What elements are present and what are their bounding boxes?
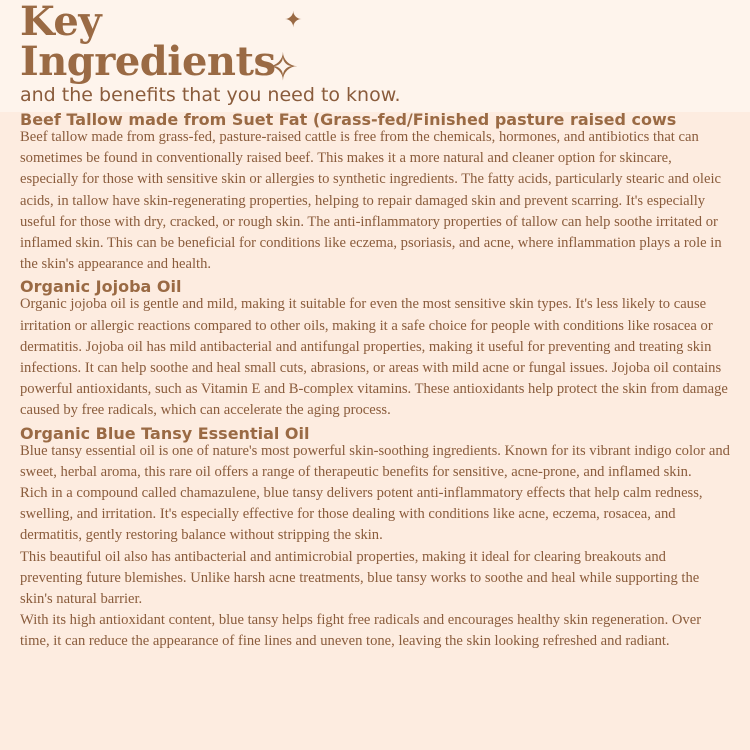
title-line-2: Ingredients: [20, 38, 276, 85]
ingredient-section-jojoba-oil: [20, 279, 732, 421]
sparkle-large-icon: ✧: [267, 45, 299, 89]
section-paragraph: Blue tansy essential oil is one of nature's most powerful skin-soothing ingredients. Known for its vibrant indigo color and sweet, herbal aroma, this rare oil offers a range of therapeutic benefits for sensitive, acne-prone, and inflamed skin.: [20, 442, 730, 480]
section-heading: Organic Jojoba Oil: [20, 277, 182, 297]
section-paragraph: Organic jojoba oil is gentle and mild, making it suitable for even the most sensitive skin types. It's less likely to cause irritation or allergic reactions compared to other oils, making it a safe choice for people with conditions like rosacea or dermatitis. Jojoba oil has mild antibacterial and antifungal properties, making it useful for preventing and treating skin infections. It can help soothe and heal small cuts, abrasions, or areas with mild acne or fungal issues. Jojoba oil contains powerful antioxidants, such as Vitamin E and B-complex vitamins. These antioxidants help protect the skin from damage caused by free radicals, which can accelerate the aging process.: [20, 296, 728, 419]
page-subtitle: and the benefits that you need to know.: [20, 84, 401, 106]
title-line-1: Key: [20, 0, 102, 45]
section-paragraph: Beef tallow made from grass-fed, pasture-raised cattle is free from the chemicals, hormones, and antibiotics that can sometimes be found in conventionally raised beef. This makes it a more natural and cleaner option for skincare, especially for those with sensitive skin or allergies to synthetic ingredients. The fatty acids, particularly stearic and oleic acids, in tallow have skin-regenerating properties, helping to repair damaged skin and prevent scarring. It's especially useful for those with dry, cracked, or rough skin. The anti-inflammatory properties of tallow can help soothe irritated or inflamed skin. This can be beneficial for conditions like eczema, psoriasis, and acne, where inflammation plays a role in the skin's appearance and health.: [20, 129, 722, 273]
section-paragraph: Rich in a compound called chamazulene, blue tansy delivers potent anti-inflammatory effects that help calm redness, swelling, and irritation. It's especially effective for those dealing with conditions like acne, eczema, rosacea, and dermatitis, gently restoring balance without stripping the skin.: [20, 485, 703, 544]
section-heading: Beef Tallow made from Suet Fat (Grass-fed/Finished pasture raised cows: [20, 110, 677, 129]
section-paragraph: This beautiful oil also has antibacterial and antimicrobial properties, making it ideal for clearing breakouts and preventing future blemishes. Unlike harsh acne treatments, blue tansy works to soothe and heal while supporting the skin's natural barrier.: [20, 548, 700, 608]
sparkle-small-icon: ✦: [284, 8, 303, 33]
page-title: [20, 0, 720, 85]
ingredients-content: [20, 112, 732, 657]
section-paragraph: With its high antioxidant content, blue tansy helps fight free radicals and encourages healthy skin regeneration. Over time, it can reduce the appearance of fine lines and uneven tone, leaving the skin looking refreshed and radiant.: [20, 612, 702, 650]
ingredient-section-blue-tansy: [20, 423, 732, 653]
header: [20, 2, 720, 106]
section-heading: Organic Blue Tansy Essential Oil: [20, 423, 310, 443]
ingredient-section-beef-tallow: [20, 112, 732, 275]
